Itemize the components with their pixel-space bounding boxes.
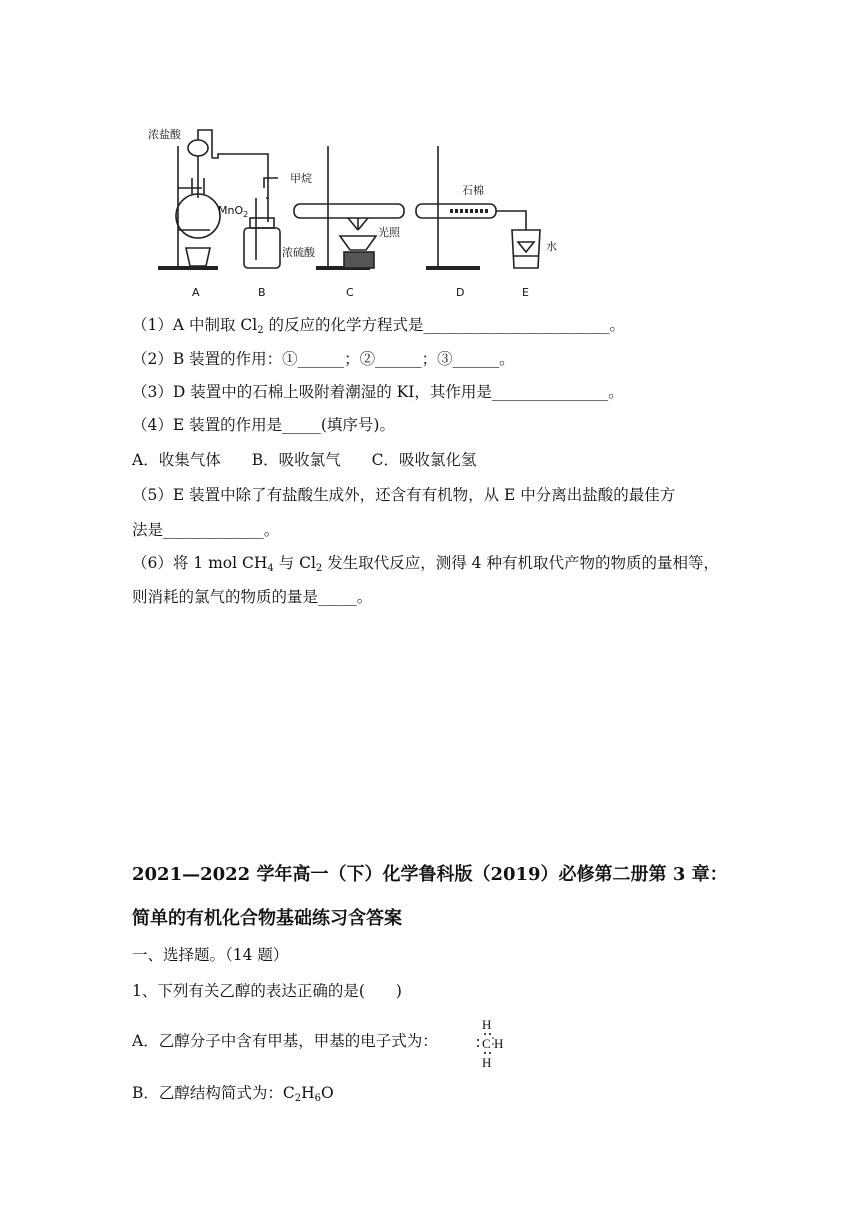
item-1-stem: 1、下列有关乙醇的表达正确的是( )	[132, 982, 402, 1000]
question-4-options: A．收集气体 B．吸收氯气 C．吸收氯化氢	[132, 451, 477, 469]
item-1-option-a: A．乙醇分子中含有甲基，甲基的电子式为：	[132, 1032, 438, 1050]
label-light: 光照	[378, 226, 400, 239]
label-water: 水	[546, 240, 557, 253]
methyl-electron-formula	[476, 1016, 516, 1072]
question-6-line-1: （6）将 1 mol $CH_4$ 与 $Cl_2$ 发生取代反应，测得 4 种有机取代产物的物质的量相等，	[132, 554, 719, 574]
question-2: （2）B 装置的作用：①______；②______；③______。	[132, 350, 515, 368]
apparatus-label-c: C	[346, 286, 354, 299]
question-4: （4）E 装置的作用是_____(填序号)。	[132, 416, 395, 434]
svg-text:C: C	[482, 1036, 491, 1051]
svg-text:H: H	[494, 1036, 504, 1051]
apparatus-label-d: D	[456, 286, 465, 299]
question-1: （1）A 中制取 $Cl_2$ 的反应的化学方程式是________________________。	[132, 316, 626, 336]
label-asbestos: 石棉	[462, 184, 484, 197]
question-5-line-1: （5）E 装置中除了有盐酸生成外，还含有有机物，从 E 中分离出盐酸的最佳方	[132, 486, 676, 504]
apparatus-label-e: E	[522, 286, 529, 299]
part-title: 一、选择题。（14 题）	[132, 946, 289, 964]
label-sulfuric: 浓硫酸	[282, 246, 315, 259]
question-5-line-2: 法是_____________。	[132, 521, 280, 539]
apparatus-label-a: A	[192, 286, 200, 299]
apparatus-label-b: B	[258, 286, 266, 299]
section-title-line-2: 简单的有机化合物基础练习含答案	[132, 908, 402, 929]
section-title-line-1: 2021—2022 学年高一（下）化学鲁科版（2019）必修第二册第 3 章：	[132, 864, 728, 885]
question-6-line-2: 则消耗的氯气的物质的量是_____。	[132, 588, 373, 606]
question-3: （3）D 装置中的石棉上吸附着潮湿的 KI，其作用是_______________。	[132, 383, 624, 401]
svg-text:H: H	[482, 1055, 492, 1070]
apparatus-diagram	[140, 118, 580, 304]
label-mno2: MnO$_2$	[218, 204, 249, 219]
svg-text:H: H	[482, 1017, 492, 1032]
label-methane: 甲烷	[290, 172, 312, 185]
label-acid: 浓盐酸	[148, 128, 181, 141]
item-1-option-b: B．乙醇结构简式为：$C_2H_6O$	[132, 1084, 334, 1104]
